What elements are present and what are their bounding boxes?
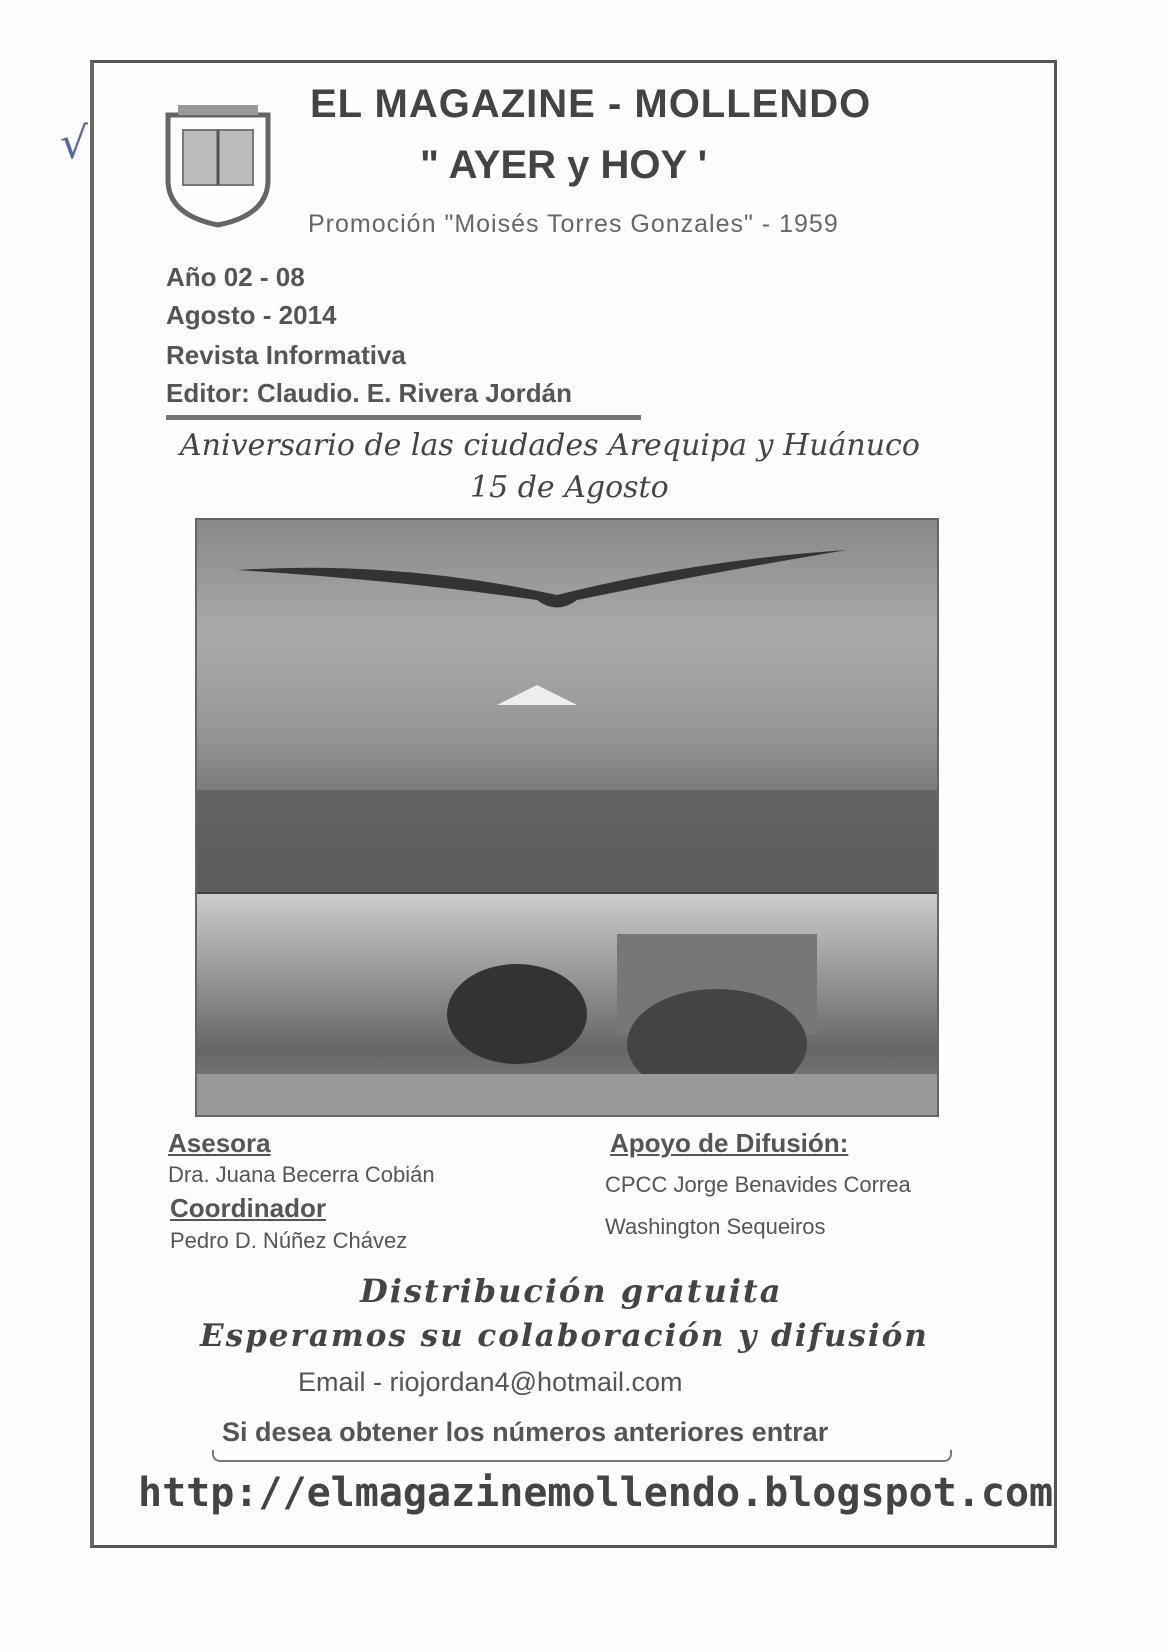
year-issue: Año 02 - 08 xyxy=(166,262,305,292)
divider xyxy=(166,415,641,420)
collaboration-note: Esperamos su colaboración y difusión xyxy=(200,1318,929,1354)
support-label: Apoyo de Difusión: xyxy=(610,1128,849,1158)
anniversary-heading: Aniversario de las ciudades Arequipa y Huánuco xyxy=(180,428,920,463)
editor: Editor: Claudio. E. Rivera Jordán xyxy=(166,378,572,408)
contact-email[interactable]: Email - riojordan4@hotmail.com xyxy=(298,1367,683,1397)
blog-url[interactable]: http://elmagazinemollendo.blogspot.com xyxy=(138,1470,1054,1516)
support-name: Washington Sequeiros xyxy=(605,1214,826,1239)
advisor-name: Dra. Juana Becerra Cobián xyxy=(168,1162,435,1187)
support-name: CPCC Jorge Benavides Correa xyxy=(605,1172,911,1197)
magazine-type: Revista Informativa xyxy=(166,340,406,370)
magazine-title: EL MAGAZINE - MOLLENDO xyxy=(310,82,872,126)
huanuco-plaza-photo xyxy=(197,892,937,1117)
brace-divider xyxy=(212,1450,952,1462)
advisor-label: Asesora xyxy=(168,1128,271,1158)
crest-logo xyxy=(158,100,278,230)
promotion-text: Promoción "Moisés Torres Gonzales" - 1959 xyxy=(308,210,839,238)
cover-photo xyxy=(195,518,939,1117)
issue-date: Agosto - 2014 xyxy=(166,300,337,330)
coordinator-label: Coordinador xyxy=(170,1193,326,1223)
magazine-subtitle: " AYER y HOY ' xyxy=(420,143,708,187)
arequipa-condor-photo xyxy=(197,520,937,892)
anniversary-date: 15 de Agosto xyxy=(470,470,669,505)
coordinator-name: Pedro D. Núñez Chávez xyxy=(170,1228,408,1253)
previous-issues-note: Si desea obtener los números anteriores entrar xyxy=(222,1417,829,1447)
checkmark: √ xyxy=(60,118,89,169)
distribution-note: Distribución gratuita xyxy=(360,1272,783,1310)
